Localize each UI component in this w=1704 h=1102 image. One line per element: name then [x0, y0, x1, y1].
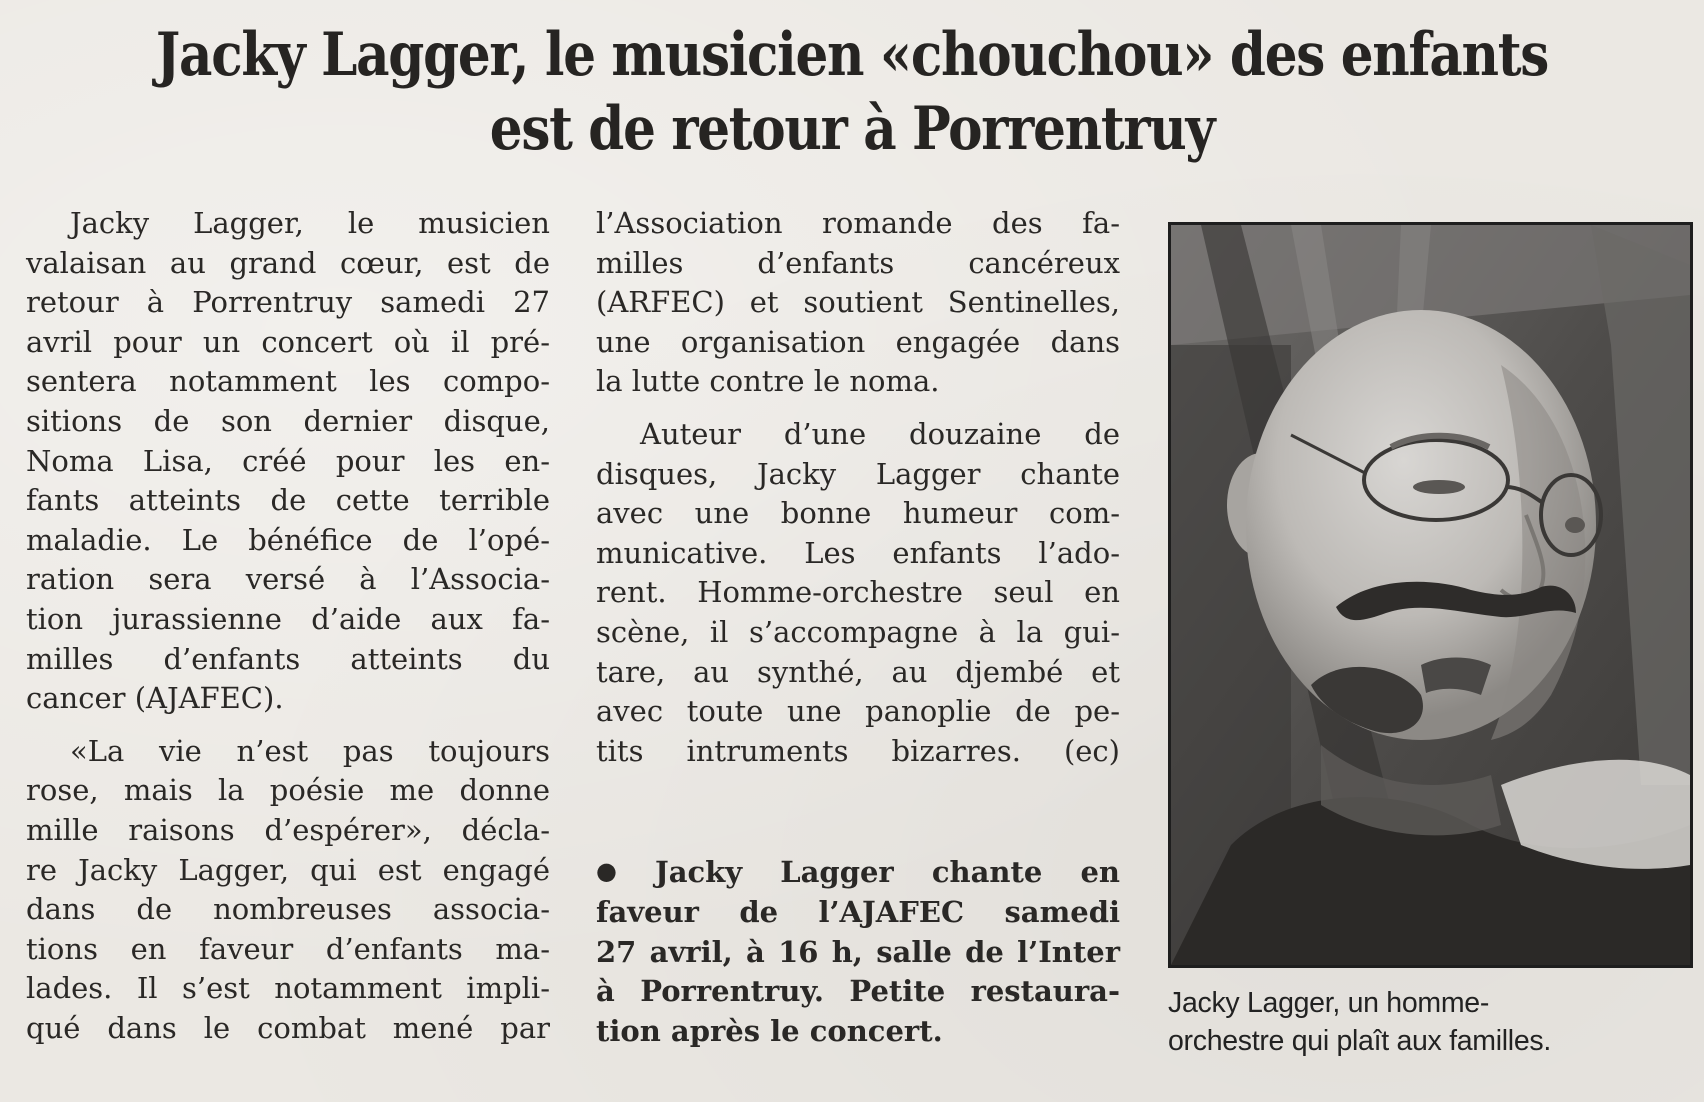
text-line: tion jurassienne d’aide aux fa-: [26, 601, 550, 636]
bullet-icon: ●: [596, 856, 645, 886]
text-line: municative. Les enfants l’ado-: [596, 535, 1120, 570]
text-line: sitions de son dernier disque,: [26, 403, 550, 438]
photo-caption: [1168, 984, 1688, 1060]
text-line: Jacky Lagger, le musicien: [70, 206, 550, 240]
text-line: tion après le concert.: [596, 1013, 943, 1048]
event-info-text: Jacky Lagger chante en: [654, 855, 1120, 890]
text-line-end: tits intruments bizarres.: [596, 733, 1021, 768]
text-line: fants atteints de cette terrible: [26, 483, 550, 518]
text-line: sentera notamment les compo-: [26, 364, 550, 399]
article-column-1: [26, 204, 550, 1048]
text-line: rent. Homme-orchestre seul en: [596, 575, 1120, 610]
text-line: cancer (AJAFEC).: [26, 681, 284, 716]
text-line: «La vie n’est pas toujours: [70, 733, 550, 768]
text-line: une organisation engagée dans: [596, 324, 1120, 359]
text-line: 27 avril, à 16 h, salle de l’Inter: [596, 934, 1120, 969]
caption-line-2: orchestre qui plaît aux familles.: [1168, 1025, 1551, 1057]
text-line: milles d’enfants atteints du: [26, 641, 550, 676]
text-line: Auteur d’une douzaine de: [640, 416, 1120, 451]
text-line: tare, au synthé, au djembé et: [596, 654, 1120, 689]
text-line: la lutte contre le noma.: [596, 364, 940, 399]
headline-line-2: est de retour à Porrentruy: [489, 94, 1215, 164]
text-line: à Porrentruy. Petite restaura-: [596, 974, 1120, 1009]
portrait-photo: [1168, 222, 1693, 968]
text-line: re Jacky Lagger, qui est engagé: [26, 852, 550, 887]
text-line: Noma Lisa, créé pour les en-: [26, 443, 550, 478]
paragraph-intro: [26, 204, 550, 719]
text-line: milles d’enfants cancéreux: [596, 245, 1120, 280]
text-line: dans de nombreuses associa-: [26, 892, 550, 927]
author-signature: (ec): [1063, 733, 1120, 768]
text-line: qué dans le combat mené par: [26, 1010, 550, 1045]
paragraph-quote: [26, 732, 550, 1049]
portrait-illustration: [1171, 225, 1690, 965]
text-line: mille raisons d’espérer», décla-: [26, 812, 550, 847]
text-line: tions en faveur d’enfants ma-: [26, 931, 550, 966]
text-line: rose, mais la poésie me donne: [26, 773, 550, 808]
headline-line-1: Jacky Lagger, le musicien «chouchou» des enfants: [155, 20, 1549, 90]
headline: [154, 18, 1551, 166]
text-line: faveur de l’AJAFEC samedi: [596, 894, 1120, 929]
text-line: avec une bonne humeur com-: [596, 496, 1120, 531]
paragraph-continued: [596, 204, 1120, 402]
event-info: [596, 851, 1120, 1051]
caption-line-1: Jacky Lagger, un homme-: [1168, 987, 1490, 1019]
text-line: l’Association romande des fa-: [596, 206, 1120, 240]
text-line: maladie. Le bénéfice de l’opé-: [26, 522, 550, 557]
text-line: [596, 851, 1120, 893]
text-line: avril pour un concert où il pré-: [26, 324, 550, 359]
text-line: valaisan au grand cœur, est de: [26, 245, 550, 280]
text-line: lades. Il s’est notamment impli-: [26, 971, 550, 1006]
text-line: avec toute une panoplie de pe-: [596, 694, 1120, 729]
text-line: disques, Jacky Lagger chante: [596, 456, 1120, 491]
text-line: scène, il s’accompagne à la gui-: [596, 614, 1120, 649]
text-line: ration sera versé à l’Associa-: [26, 562, 550, 597]
paragraph-author: [596, 415, 1120, 771]
article-column-2: [596, 204, 1120, 1051]
text-line: (ARFEC) et soutient Sentinelles,: [596, 285, 1120, 320]
text-line-signature: [596, 732, 1120, 772]
text-line: retour à Porrentruy samedi 27: [26, 285, 550, 320]
